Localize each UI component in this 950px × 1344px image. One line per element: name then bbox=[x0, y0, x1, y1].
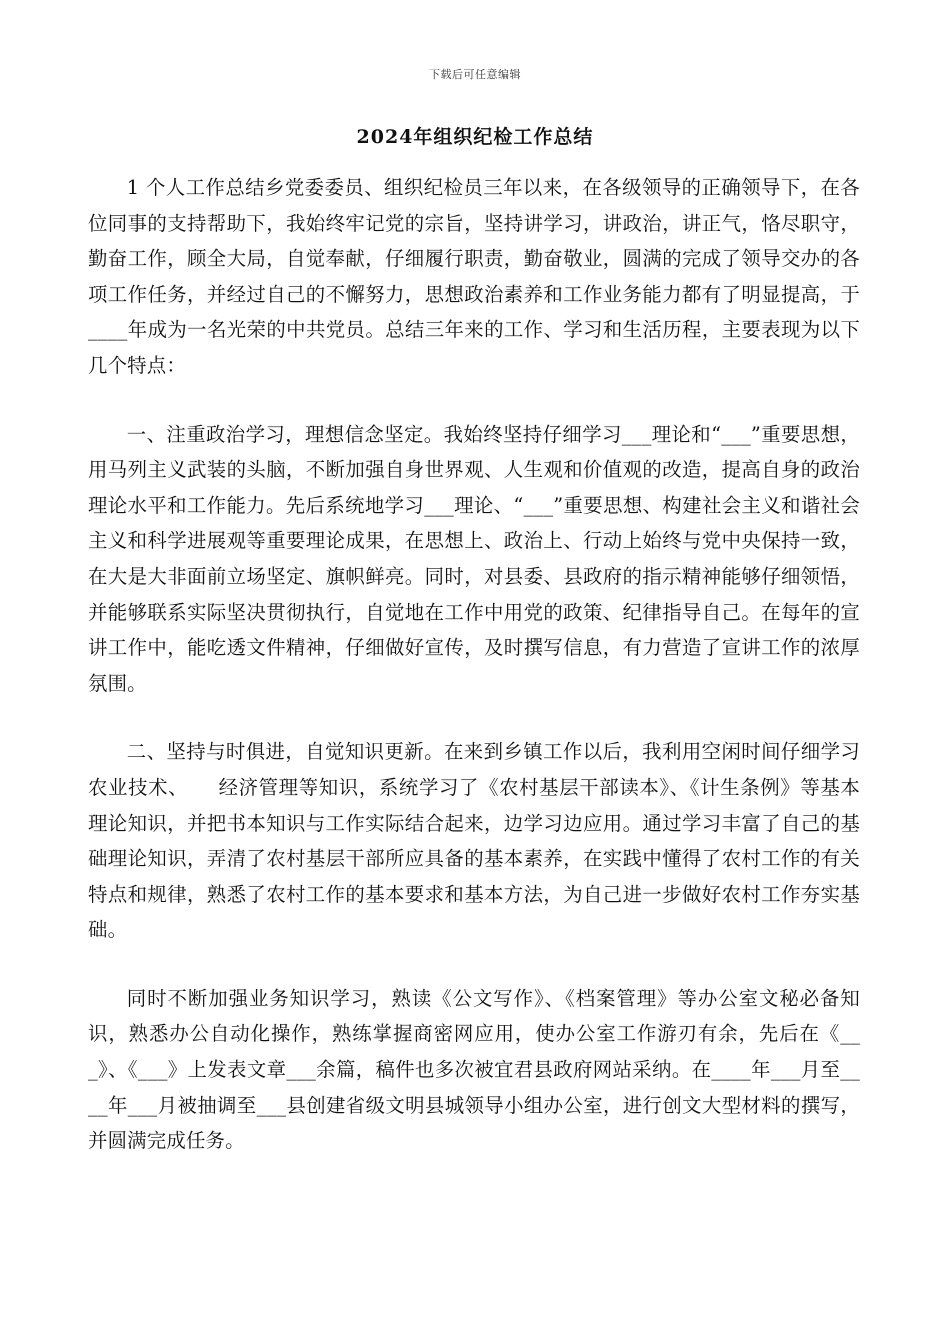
header-note: 下载后可任意编辑 bbox=[429, 68, 521, 81]
document-title: 2024年组织纪检工作总结 bbox=[356, 126, 594, 148]
paragraph-business-knowledge: 同时不断加强业务知识学习，熟读《公文写作》、《档案管理》等办公室文秘必备知识，熟悉办公自动化操作，熟练掌握商密网应用，使办公室工作游刃有余，先后在《___》、《___》上发表文章___余篇，稿件也多次被宜君县政府网站采纳。在____年___月至____年___月被抽调至___县创建省级文明县城领导小组办公室，进行创文大型材料的撰写，并圆满完成任务。 bbox=[88, 986, 860, 1153]
paragraph-political-study: 一、注重政治学习，理想信念坚定。我始终坚持仔细学习___理论和“___”重要思想，用马列主义武装的头脑，不断加强自身世界观、人生观和价值观的改造，提高自身的政治理论水平和工作能力。先后系统地学习___理论、“___”重要思想、构建社会主义和谐社会主义和科学进展观等重要理论成果，在思想上、政治上、行动上始终与党中央保持一致，在大是大非面前立场坚定、旗帜鲜亮。同时，对县委、县政府的指示精神能够仔细领悟，并能够联系实际坚决贯彻执行，自觉地在工作中用党的政策、纪律指导自己。在每年的宣讲工作中，能吃透文件精神，仔细做好宣传，及时撰写信息，有力营造了宣讲工作的浓厚氛围。 bbox=[88, 422, 860, 695]
paragraph-knowledge-update: 二、坚持与时俱进，自觉知识更新。在来到乡镇工作以后，我利用空闲时间仔细学习农业技术、 经济管理等知识，系统学习了《农村基层干部读本》、《计生条例》等基本理论知识，并把书本知识与工作实际结合起来，边学习边应用。通过学习丰富了自己的基础理论知识，弄清了农村基层干部所应具备的基本素养，在实践中懂得了农村工作的有关特点和规律，熟悉了农村工作的基本要求和基本方法，为自己进一步做好农村工作夯实基础。 bbox=[88, 740, 860, 942]
document-body bbox=[88, 170, 860, 1159]
paragraph-intro: 1 个人工作总结乡党委委员、组织纪检员三年以来，在各级领导的正确领导下，在各位同事的支持帮助下，我始终牢记党的宗旨，坚持讲学习，讲政治，讲正气，恪尽职守，勤奋工作，顾全大局，自觉奉献，仔细履行职责，勤奋敬业，圆满的完成了领导交办的各项工作任务，并经过自己的不懈努力，思想政治素养和工作业务能力都有了明显提高，于____年成为一名光荣的中共党员。总结三年来的工作、学习和生活历程，主要表现为以下几个特点： bbox=[88, 176, 860, 377]
